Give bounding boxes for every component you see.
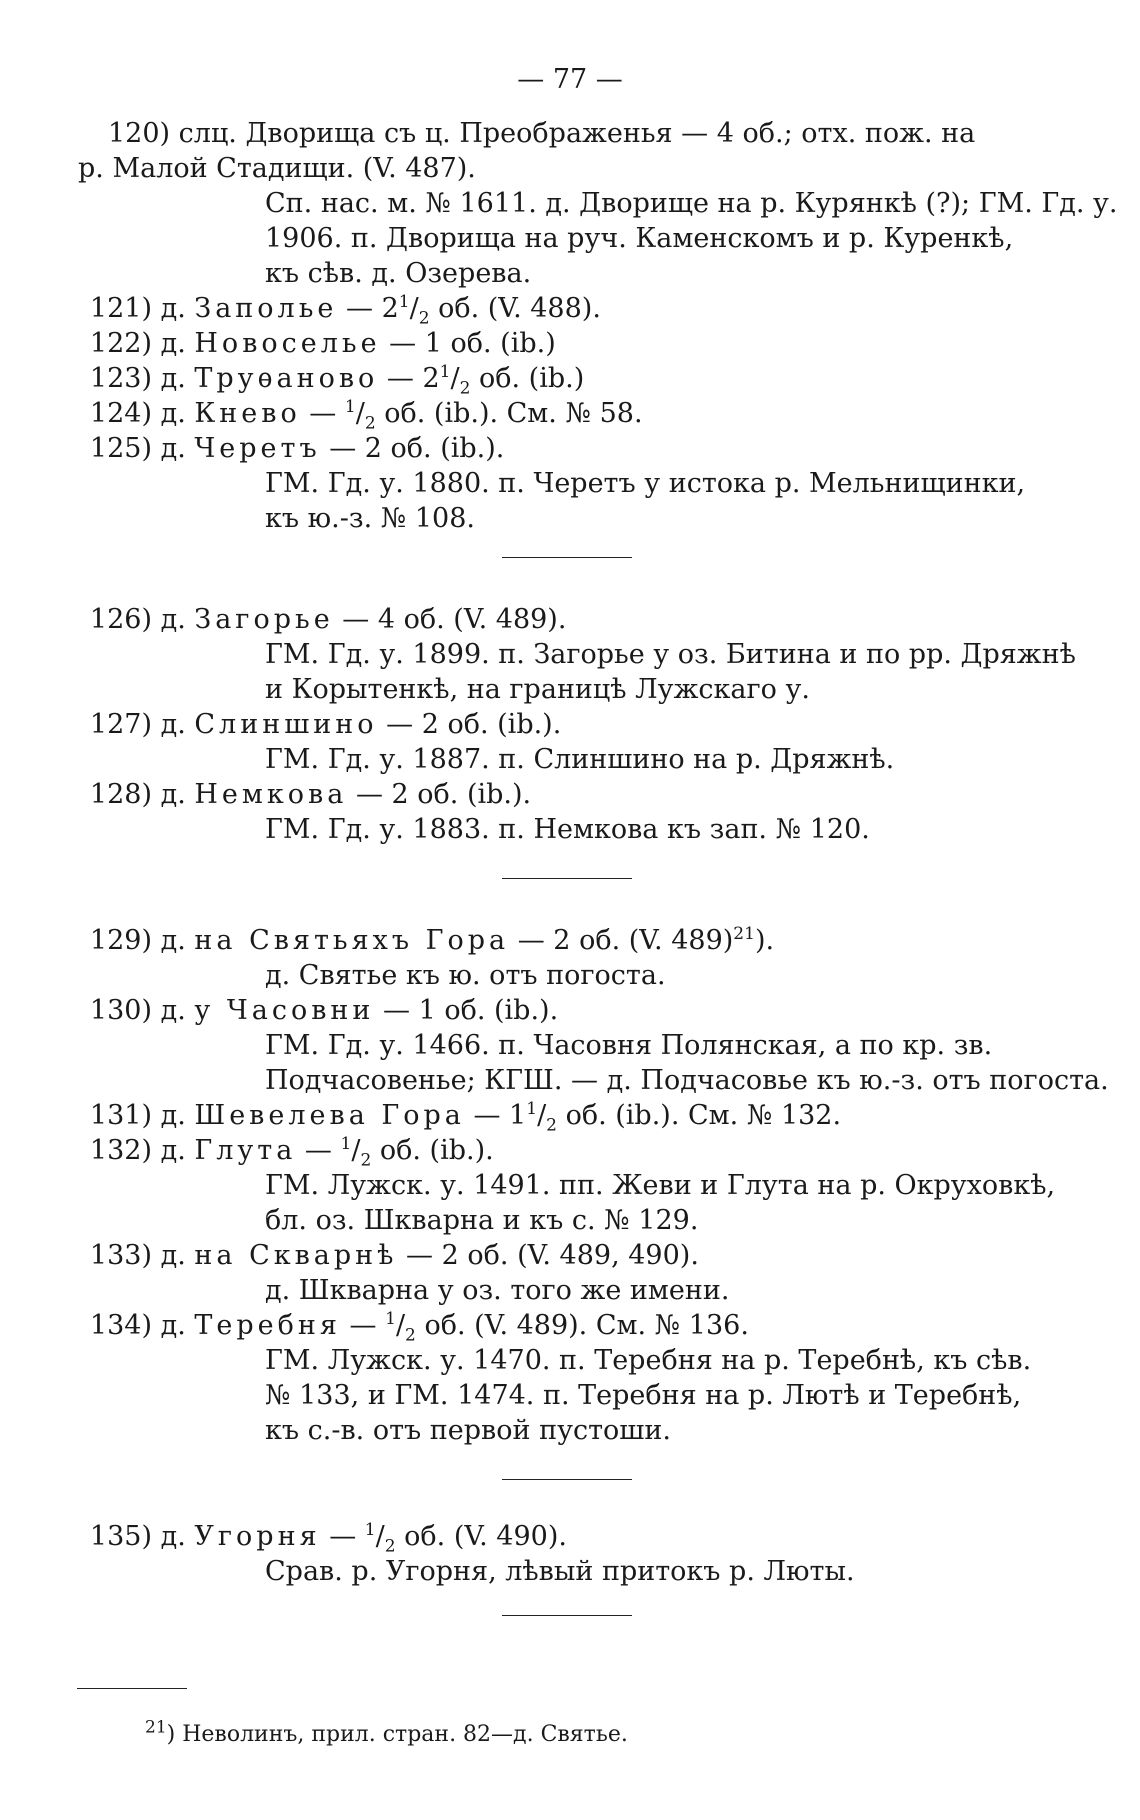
entry-note: ГМ. Гд. у. 1899. п. Загорье у оз. Битина и по рр. Дряжнѣ: [265, 639, 1076, 670]
fraction-denominator: 2: [384, 1536, 396, 1557]
footnote-mark-close: ): [166, 1722, 176, 1747]
fraction-numerator: 1: [439, 362, 451, 382]
entry-text: [108, 117, 975, 151]
entry-note: д. Шкварна у оз. того же имени.: [265, 1275, 730, 1306]
entry-note: ГМ. Лужск. у. 1491. пп. Жеви и Глута на р. Окруховкѣ,: [265, 1170, 1056, 1201]
entry-number: 132): [89, 1135, 152, 1166]
entry-details: — 2 об. (ib.).: [377, 709, 562, 740]
entry-number: 128): [89, 779, 152, 810]
entry-number: 131): [89, 1100, 152, 1131]
place-name: Слиншино: [194, 709, 378, 740]
fraction-numerator: 1: [398, 292, 410, 312]
entry-note: ГМ. Гд. у. 1466. п. Часовня Полянская, а по кр. зв.: [265, 1030, 993, 1061]
fraction-numerator: 1: [340, 1134, 352, 1154]
entry-prefix: д.: [160, 363, 195, 394]
entry-title: слц. Дворища съ ц. Преображенья — 4 об.; отх. пож. на: [178, 118, 976, 149]
fraction-slash: /: [351, 1135, 361, 1166]
entry-details: об. (V. 489). См. № 136.: [415, 1310, 749, 1341]
entry-details: об. (ib.).: [371, 1135, 494, 1166]
footnote-reference: 21: [733, 924, 755, 944]
entry-details: — 4 об. (V. 489).: [333, 604, 567, 635]
fraction-denominator: 2: [418, 308, 430, 329]
section-divider: [502, 1479, 632, 1480]
entry-end: ).: [754, 925, 775, 956]
entry-note: ГМ. Гд. у. 1880. п. Черетъ у истока р. Мельнищинки,: [265, 468, 1026, 499]
entry-note: 1906. п. Дворища на руч. Каменскомъ и р. Куренкѣ,: [265, 223, 1014, 254]
entry-129: [60, 924, 774, 958]
entry-135: [60, 1520, 567, 1557]
entry-123: [60, 362, 585, 399]
entry-prefix: д.: [160, 1240, 195, 1271]
fraction-denominator: 2: [360, 1150, 372, 1171]
entry-dash: — 1: [464, 1100, 527, 1131]
entry-details: — 1 об. (ib.): [380, 328, 556, 359]
fraction-slash: /: [450, 363, 460, 394]
place-name: на Святьяхъ Гора: [194, 925, 510, 956]
entry-note: № 133, и ГМ. 1474. п. Теребня на р. Лютѣ и Теребнѣ,: [265, 1380, 1022, 1411]
entry-prefix: д.: [160, 1135, 195, 1166]
place-name: Шевелева Гора: [194, 1100, 465, 1131]
entry-prefix: д.: [160, 433, 195, 464]
place-name: Кнево: [194, 398, 301, 429]
page-number: — 77 —: [517, 64, 623, 95]
entry-note: къ с.-в. отъ первой пустоши.: [265, 1415, 671, 1446]
fraction-numerator: 1: [385, 1309, 396, 1329]
fraction-numerator: 1: [344, 397, 356, 417]
entry-prefix: д.: [160, 398, 195, 429]
entry-128: [60, 778, 531, 812]
footnote-text: Неволинъ, прил. стран. 82—д. Святье.: [175, 1722, 628, 1747]
entry-133: [60, 1239, 699, 1273]
entry-title-continued: р. Малой Стадищи. (V. 487).: [78, 153, 476, 184]
section-divider: [502, 878, 632, 879]
entry-number: 124): [89, 398, 152, 429]
entry-dash: —: [300, 398, 345, 429]
fraction-denominator: 2: [546, 1115, 557, 1136]
fraction-slash: /: [375, 1521, 385, 1552]
entry-dash: —: [320, 1521, 365, 1552]
entry-note: къ ю.-з. № 108.: [265, 503, 475, 534]
entry-prefix: д.: [160, 925, 195, 956]
entry-prefix: д.: [160, 1310, 195, 1341]
section-divider: [502, 557, 632, 558]
entry-dash: — 2: [378, 363, 440, 394]
entry-note: къ сѣв. д. Озерева.: [265, 258, 532, 289]
section-divider: [502, 1615, 632, 1616]
entry-details: — 2 об. (ib.).: [347, 779, 532, 810]
entry-134: [60, 1309, 749, 1346]
entry-note: Срав. р. Угорня, лѣвый притокъ р. Люты.: [265, 1556, 855, 1587]
entry-prefix: д.: [160, 604, 195, 635]
entry-number: 135): [89, 1521, 152, 1552]
entry-prefix: д.: [160, 995, 195, 1026]
entry-note: и Корытенкѣ, на границѣ Лужскаго у.: [265, 674, 810, 705]
footnote: [145, 1718, 628, 1752]
entry-details: об. (V. 490).: [395, 1521, 567, 1552]
entry-details: — 1 об. (ib.).: [374, 995, 559, 1026]
entry-125: [60, 432, 504, 466]
fraction-denominator: 2: [459, 378, 471, 399]
entry-number: 134): [89, 1310, 152, 1341]
place-name: Угорня: [194, 1521, 321, 1552]
entry-note: бл. оз. Шкварна и къ с. № 129.: [265, 1205, 699, 1236]
fraction-slash: /: [409, 293, 419, 324]
entry-number: 120): [108, 118, 171, 149]
entry-details: — 2 об. (ib.).: [320, 433, 505, 464]
place-name: Глута: [194, 1135, 297, 1166]
entry-note: ГМ. Лужск. у. 1470. п. Теребня на р. Теребнѣ, къ сѣв.: [265, 1345, 1032, 1376]
fraction-numerator: 1: [364, 1520, 376, 1540]
fraction-slash: /: [395, 1310, 406, 1341]
fraction-numerator: 1: [526, 1099, 538, 1119]
entry-note: Подчасовенье; КГШ. — д. Подчасовье къ ю.-з. отъ погоста.: [265, 1065, 1109, 1096]
entry-130: [60, 994, 558, 1028]
place-name: на Скварнѣ: [194, 1240, 398, 1271]
place-name: Немкова: [194, 779, 348, 810]
entry-prefix: д.: [160, 293, 195, 324]
entry-131: [60, 1099, 842, 1136]
entry-note: ГМ. Гд. у. 1887. п. Слиншино на р. Дряжнѣ.: [265, 744, 895, 775]
entry-number: 122): [89, 328, 152, 359]
entry-details: об. (ib.). См. № 58.: [375, 398, 643, 429]
entry-prefix: д.: [160, 779, 195, 810]
entry-126: [60, 603, 566, 637]
fraction-slash: /: [355, 398, 365, 429]
place-name: Заполье: [194, 293, 338, 324]
entry-dash: —: [340, 1310, 386, 1341]
entry-details: — 2 об. (V. 489, 490).: [397, 1240, 699, 1271]
place-name: Черетъ: [194, 433, 321, 464]
entry-note: Сп. нас. м. № 1611. д. Дворище на р. Курянкѣ (?); ГМ. Гд. у.: [265, 188, 1118, 219]
entry-note: д. Святье къ ю. отъ погоста.: [265, 960, 666, 991]
entry-121: [60, 292, 601, 329]
entry-number: 133): [89, 1240, 152, 1271]
entry-number: 125): [89, 433, 152, 464]
fraction-slash: /: [537, 1100, 547, 1131]
entry-124: [60, 397, 643, 434]
entry-prefix: д.: [160, 1100, 195, 1131]
entry-number: 130): [89, 995, 152, 1026]
entry-details: об. (ib.): [470, 363, 585, 394]
place-name: Теребня: [194, 1310, 341, 1341]
entry-details: об. (ib.). См. № 132.: [557, 1100, 842, 1131]
fraction-denominator: 2: [405, 1325, 416, 1346]
entry-127: [60, 708, 561, 742]
entry-number: 121): [89, 293, 152, 324]
place-name: Труѳаново: [194, 363, 379, 394]
entry-prefix: д.: [160, 328, 195, 359]
entry-number: 126): [89, 604, 152, 635]
entry-number: 123): [89, 363, 152, 394]
entry-prefix: д.: [160, 1521, 195, 1552]
entry-details: — 2 об. (V. 489): [509, 925, 734, 956]
footnote-mark: 21: [145, 1717, 167, 1738]
place-name: Загорье: [194, 604, 334, 635]
entry-dash: —: [296, 1135, 341, 1166]
entry-132: [60, 1134, 494, 1171]
place-name: Новоселье: [194, 328, 381, 359]
fraction-denominator: 2: [364, 413, 376, 434]
entry-note: ГМ. Гд. у. 1883. п. Немкова къ зап. № 120.: [265, 814, 870, 845]
footnote-rule: [77, 1688, 187, 1689]
entry-number: 129): [89, 925, 152, 956]
entry-prefix: д.: [160, 709, 195, 740]
entry-number: 127): [89, 709, 152, 740]
place-name: у Часовни: [194, 995, 375, 1026]
entry-details: об. (V. 488).: [429, 293, 601, 324]
entry-122: [60, 327, 556, 361]
entry-dash: — 2: [337, 293, 399, 324]
